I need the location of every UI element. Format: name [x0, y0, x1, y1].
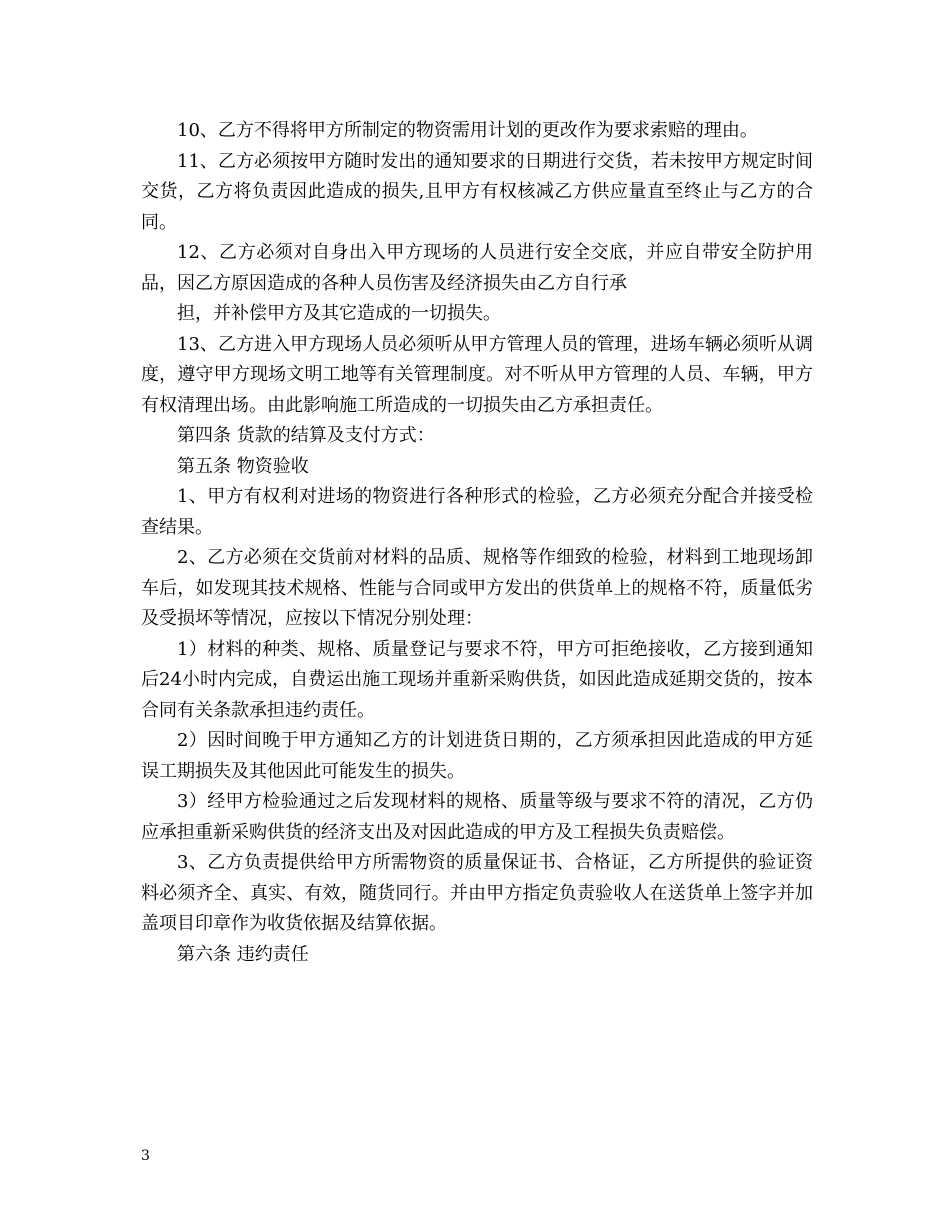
paragraph-inspection-2-item-1: 1）材料的种类、规格、质量登记与要求不符，甲方可拒绝接收，乙方接到通知后24小时内完成，自费运出施工现场并重新采购供货，如因此造成延期交货的，按本合同有关条款承担违约责任。: [141, 638, 813, 721]
paragraph-clause-10: 10、乙方不得将甲方所制定的物资需用计划的更改作为要求索赔的理由。: [177, 120, 758, 141]
paragraph-inspection-1: 1、甲方有权利对进场的物资进行各种形式的检验，乙方必须充分配合并接受检查结果。: [141, 486, 813, 538]
paragraph-inspection-2-item-2: 2）因时间晚于甲方通知乙方的计划进货日期的，乙方须承担因此造成的甲方延误工期损失及其他因此可能发生的损失。: [141, 730, 813, 782]
document-body: [141, 116, 813, 970]
paragraph-clause-13: 13、乙方进入甲方现场人员必须听从甲方管理人员的管理，进场车辆必须听从调度，遵守甲方现场文明工地等有关管理制度。对不听从甲方管理的人员、车辆，甲方有权清理出场。由此影响施工所造成的一切损失由乙方承担责任。: [141, 333, 813, 416]
paragraph-clause-12-continued: 担，并补偿甲方及其它造成的一切损失。: [177, 303, 501, 324]
paragraph-clause-12: 12、乙方必须对自身出入甲方现场的人员进行安全交底，并应自带安全防护用品，因乙方原因造成的各种人员伤害及经济损失由乙方自行承: [141, 242, 813, 294]
heading-article-6: 第六条 违约责任: [177, 943, 309, 965]
heading-article-5: 第五条 物资验收: [177, 455, 309, 477]
heading-article-4: 第四条 货款的结算及支付方式：: [177, 425, 435, 446]
paragraph-inspection-3: 3、乙方负责提供给甲方所需物资的质量保证书、合格证，乙方所提供的验证资料必须齐全、真实、有效，随货同行。并由甲方指定负责验收人在送货单上签字并加盖项目印章作为收货依据及结算依据。: [141, 852, 813, 934]
page-number: 3: [141, 1148, 150, 1164]
paragraph-inspection-2: 2、乙方必须在交货前对材料的品质、规格等作细致的检验，材料到工地现场卸车后，如发现其技术规格、性能与合同或甲方发出的供货单上的规格不符，质量低劣及受损坏等情况，应按以下情况分别处理：: [141, 547, 813, 629]
paragraph-inspection-2-item-3: 3）经甲方检验通过之后发现材料的规格、质量等级与要求不符的清况，乙方仍应承担重新采购供货的经济支出及对因此造成的甲方及工程损失负责赔偿。: [141, 791, 813, 843]
paragraph-clause-11: 11、乙方必须按甲方随时发出的通知要求的日期进行交货，若未按甲方规定时间交货，乙方将负责因此造成的损失,且甲方有权核减乙方供应量直至终止与乙方的合同。: [141, 150, 813, 233]
